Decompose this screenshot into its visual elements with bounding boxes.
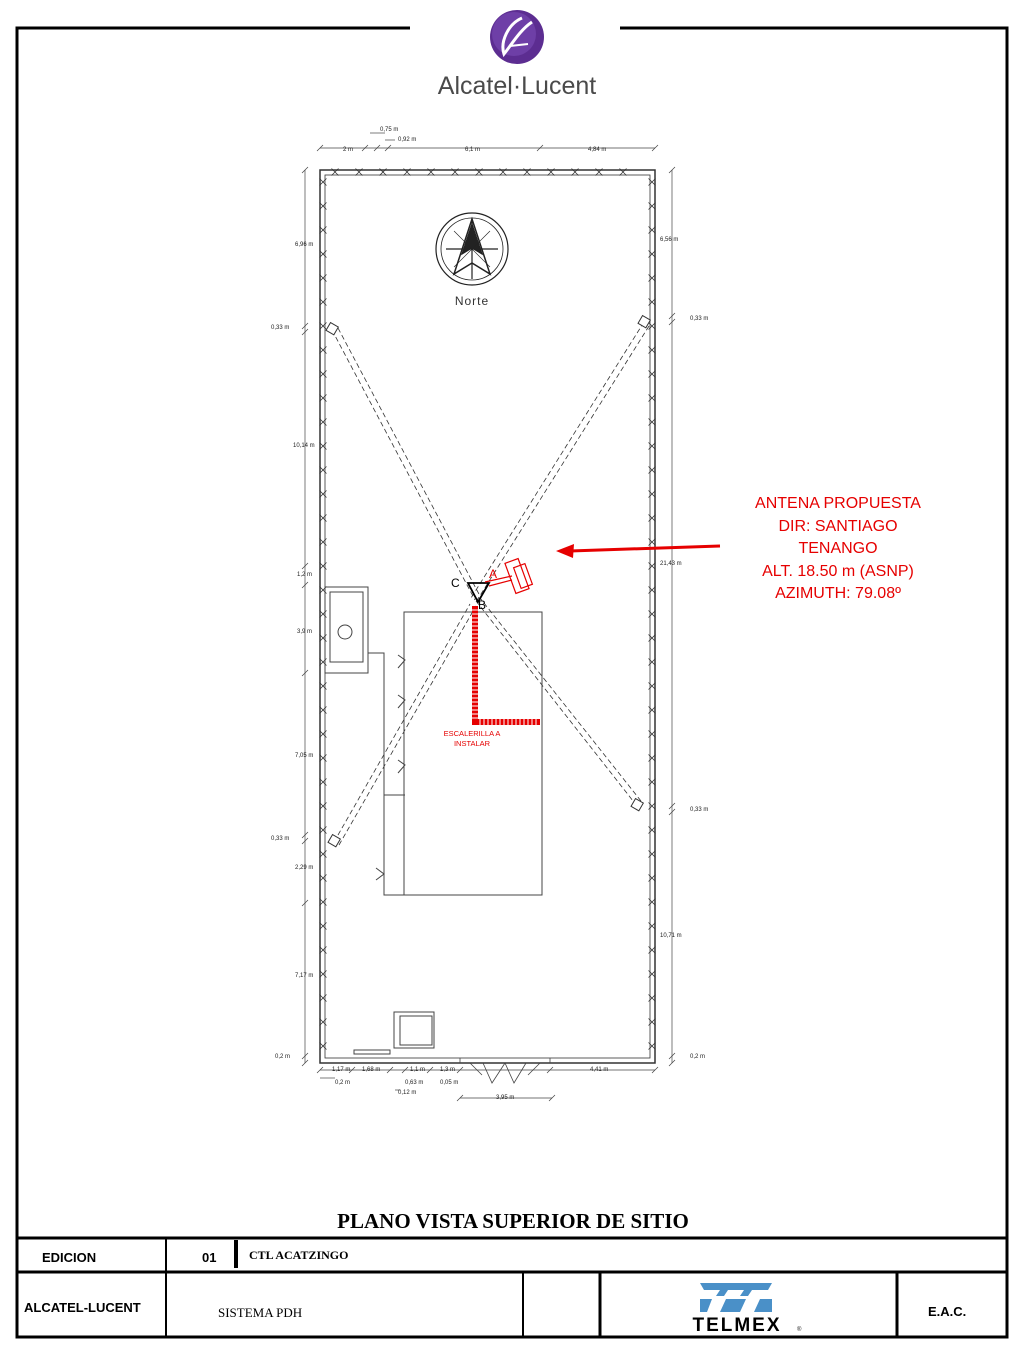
dim-right-6: 0,2 m bbox=[690, 1054, 706, 1060]
registered-mark: ® bbox=[797, 1327, 802, 1333]
north-compass-icon bbox=[436, 213, 508, 285]
point-c-label: C bbox=[451, 576, 460, 590]
dim-left-4: 1,2 m bbox=[297, 572, 313, 578]
dim-left-6: 7,05 m bbox=[295, 753, 314, 759]
dim-bottom-7: 0,63 m bbox=[405, 1080, 424, 1086]
dim-bottom-3: 1,1 m bbox=[410, 1067, 426, 1073]
antenna-annotation bbox=[755, 495, 921, 602]
dim-top-2: 0,75 m bbox=[380, 127, 399, 133]
dim-left-5: 3,9 m bbox=[297, 629, 313, 635]
dim-right-4: 0,33 m bbox=[690, 807, 709, 813]
dim-right-5: 10,71 m bbox=[660, 933, 682, 939]
dim-right-1: 6,56 m bbox=[660, 237, 679, 243]
right-dimensions bbox=[660, 237, 708, 1060]
top-dimensions bbox=[343, 127, 606, 153]
dim-bottom-1: 1,17 m bbox=[332, 1067, 351, 1073]
cable-ladder bbox=[475, 606, 540, 722]
annotation-line5: AZIMUTH: 79.08º bbox=[775, 585, 901, 602]
dim-bottom-5: 4,41 m bbox=[590, 1067, 609, 1073]
ladder-label-line1: ESCALERILLA A bbox=[443, 729, 501, 738]
system-name: SISTEMA PDH bbox=[218, 1305, 303, 1320]
dim-top-4: 6,1 m bbox=[465, 147, 481, 153]
dimension-ticks bbox=[302, 145, 675, 1101]
dim-bottom-9: 0,12 m bbox=[398, 1090, 417, 1096]
annotation-line1: ANTENA PROPUESTA bbox=[755, 495, 921, 512]
dim-left-7: 0,33 m bbox=[271, 836, 290, 842]
point-b-label: B bbox=[478, 598, 487, 612]
dim-bottom-4: 1,3 m bbox=[440, 1067, 456, 1073]
ladder-label-line2: INSTALAR bbox=[453, 739, 491, 748]
annotation-line4: ALT. 18.50 m (ASNP) bbox=[762, 563, 914, 580]
dim-bottom-10: 3,95 m bbox=[496, 1095, 515, 1101]
dim-left-8: 2,29 m bbox=[295, 865, 314, 871]
telmex-logo bbox=[692, 1283, 802, 1336]
dim-right-3: 21,43 m bbox=[660, 561, 682, 567]
company-name: ALCATEL-LUCENT bbox=[24, 1300, 141, 1315]
north-label: Norte bbox=[454, 294, 490, 308]
dim-bottom-6: 0,2 m bbox=[335, 1080, 351, 1086]
annotation-arrow bbox=[556, 544, 720, 558]
dim-left-9: 7,17 m bbox=[295, 973, 314, 979]
point-a-label: A bbox=[489, 567, 498, 581]
outer-frame bbox=[17, 28, 1007, 1337]
cable-ladder-rungs bbox=[472, 610, 536, 725]
dim-left-3: 10,14 m bbox=[293, 443, 315, 449]
dim-left-10: 0,2 m bbox=[275, 1054, 291, 1060]
dim-top-1: 2 m bbox=[343, 147, 354, 153]
document-code: E.A.C. bbox=[928, 1304, 967, 1319]
dim-top-3: 0,92 m bbox=[398, 137, 417, 143]
dim-bottom-2: 1,68 m bbox=[362, 1067, 381, 1073]
edicion-value: 01 bbox=[202, 1250, 217, 1265]
annotation-line3: TENANGO bbox=[798, 540, 878, 557]
bottom-dimensions bbox=[332, 1067, 608, 1101]
guy-wires bbox=[332, 322, 649, 845]
building-outlines bbox=[325, 587, 542, 1054]
dimension-lines bbox=[305, 133, 672, 1098]
title-block bbox=[17, 1238, 1007, 1337]
dim-top-5: 4,84 m bbox=[588, 147, 607, 153]
dim-left-2: 0,33 m bbox=[271, 325, 290, 331]
alcatel-lucent-logo bbox=[438, 10, 596, 100]
dim-right-2: 0,33 m bbox=[690, 316, 709, 322]
edicion-label: EDICION bbox=[42, 1250, 97, 1265]
site-name: CTL ACATZINGO bbox=[249, 1248, 349, 1262]
client-name: TELMEX bbox=[692, 1315, 782, 1336]
brand-name: Alcatel·Lucent bbox=[437, 72, 597, 100]
left-dimensions bbox=[271, 242, 315, 1060]
gate bbox=[460, 1058, 550, 1083]
dim-left-1: 6,96 m bbox=[295, 242, 314, 248]
annotation-line2: DIR: SANTIAGO bbox=[778, 518, 898, 535]
dim-bottom-8: 0,05 m bbox=[440, 1080, 459, 1086]
page-title: PLANO VISTA SUPERIOR DE SITIO bbox=[337, 1209, 689, 1233]
